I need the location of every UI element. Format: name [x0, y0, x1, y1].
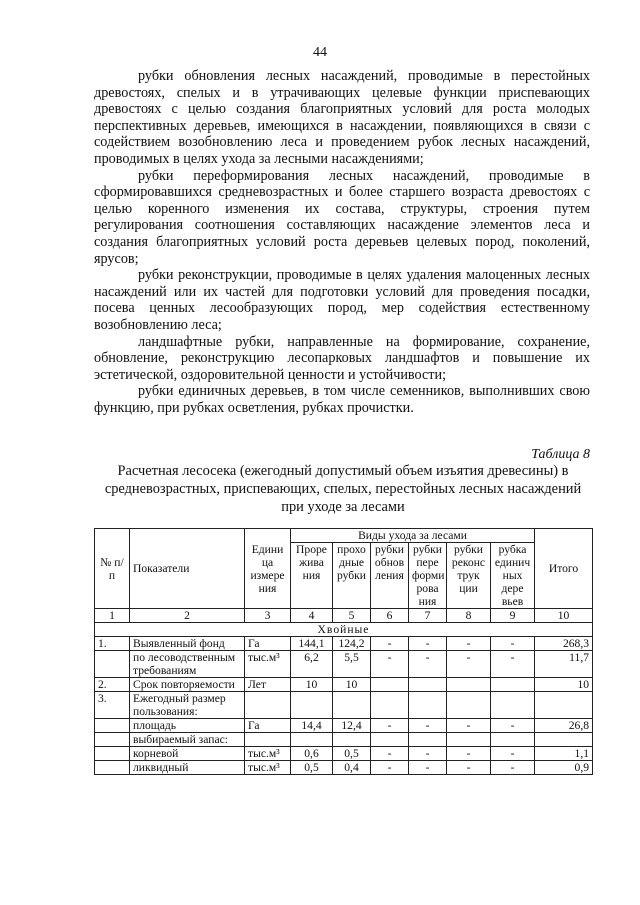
paragraph: ландшафтные рубки, направленные на формирование, сохранение, обновление, реконструкцию лесопарковых ландшафтов и повышение их эстетической, оздоровительной ценности и устойчивости;	[94, 333, 590, 383]
row-total: 1,1	[535, 747, 593, 761]
row-value: -	[409, 719, 447, 733]
table-row	[95, 678, 593, 692]
column-number: 8	[447, 609, 491, 623]
column-number: 9	[491, 609, 535, 623]
row-value: 0,5	[291, 761, 333, 775]
row-unit: Га	[245, 637, 291, 651]
header-num: № п/п	[95, 529, 130, 609]
row-label: ликвидный	[130, 761, 245, 775]
row-num	[95, 719, 130, 733]
header-total: Итого	[535, 529, 593, 609]
row-value: 14,4	[291, 719, 333, 733]
column-number: 10	[535, 609, 593, 623]
row-total: 268,3	[535, 637, 593, 651]
row-value: 6,2	[291, 651, 333, 678]
row-label: Срок повторяемости	[130, 678, 245, 692]
row-label: корневой	[130, 747, 245, 761]
row-value	[333, 692, 371, 719]
column-number: 4	[291, 609, 333, 623]
row-value: 0,6	[291, 747, 333, 761]
row-unit	[245, 733, 291, 747]
paragraph: рубки переформирования лесных насаждений, проводимые в сформировавшихся средневозрастных и более старшего возраста древостоях с целью коренного изменения их состава, структуры, строения путем регулирования соотношения составляющих насаждение элементов леса и создания благоприятных условий роста деревьев целевых пород, поколений, ярусов;	[94, 167, 590, 267]
table-row	[95, 761, 593, 775]
header-type: прохо дные рубки	[333, 543, 371, 609]
row-num	[95, 651, 130, 678]
row-value: -	[491, 651, 535, 678]
table-row	[95, 692, 593, 719]
row-unit: тыс.м³	[245, 761, 291, 775]
row-value	[447, 733, 491, 747]
row-value	[491, 733, 535, 747]
header-type: рубка единич ных дере вьев	[491, 543, 535, 609]
body-text	[94, 68, 590, 416]
column-number: 3	[245, 609, 291, 623]
row-value: 0,4	[333, 761, 371, 775]
row-label: выбираемый запас:	[130, 733, 245, 747]
row-value	[371, 692, 409, 719]
row-num: 1.	[95, 637, 130, 651]
row-unit: тыс.м³	[245, 747, 291, 761]
row-value	[371, 678, 409, 692]
section-title: Хвойные	[95, 623, 593, 637]
row-value: 144,1	[291, 637, 333, 651]
row-value	[371, 733, 409, 747]
row-value: -	[491, 637, 535, 651]
table-title: Расчетная лесосека (ежегодный допустимый объем изъятия древесины) в средневозрастных, приспевающих, спелых, перестойных лесных насаждений при уходе за лесами	[104, 463, 582, 515]
table-row	[95, 719, 593, 733]
row-value: -	[371, 637, 409, 651]
row-value: -	[409, 747, 447, 761]
row-unit: Га	[245, 719, 291, 733]
row-label: по лесоводственным требованиям	[130, 651, 245, 678]
row-unit: тыс.м³	[245, 651, 291, 678]
row-value: -	[371, 761, 409, 775]
row-value: -	[371, 651, 409, 678]
row-value	[409, 733, 447, 747]
row-value: -	[409, 761, 447, 775]
row-value: 12,4	[333, 719, 371, 733]
row-value: -	[447, 651, 491, 678]
row-total: 0,9	[535, 761, 593, 775]
column-number: 1	[95, 609, 130, 623]
row-value: -	[447, 637, 491, 651]
row-value	[447, 678, 491, 692]
row-value: -	[491, 747, 535, 761]
row-num	[95, 747, 130, 761]
row-num	[95, 733, 130, 747]
column-number-row	[95, 609, 593, 623]
row-num: 3.	[95, 692, 130, 719]
row-label: площадь	[130, 719, 245, 733]
row-value: -	[447, 761, 491, 775]
row-value: -	[371, 747, 409, 761]
row-value: -	[409, 651, 447, 678]
column-number: 6	[371, 609, 409, 623]
row-value: 124,2	[333, 637, 371, 651]
table-row	[95, 733, 593, 747]
header-type: рубки пере форми рова ния	[409, 543, 447, 609]
row-total: 11,7	[535, 651, 593, 678]
table-label: Таблица 8	[531, 447, 590, 462]
header-row	[95, 529, 593, 543]
page-number: 44	[313, 45, 327, 60]
row-value: -	[447, 719, 491, 733]
row-value: -	[371, 719, 409, 733]
row-label: Выявленный фонд	[130, 637, 245, 651]
column-number: 2	[130, 609, 245, 623]
row-value: 10	[333, 678, 371, 692]
row-total	[535, 692, 593, 719]
table-row	[95, 637, 593, 651]
paragraph: рубки реконструкции, проводимые в целях удаления малоценных лесных насаждений или их частей для подготовки условий для проведения посадки, посева ценных лесообразующих пород, мер содействия естественному возобновлению леса;	[94, 267, 590, 333]
header-indicator: Показатели	[130, 529, 245, 609]
row-value	[491, 678, 535, 692]
row-value: -	[491, 719, 535, 733]
row-value	[291, 692, 333, 719]
row-value: 0,5	[333, 747, 371, 761]
row-total: 10	[535, 678, 593, 692]
row-total	[535, 733, 593, 747]
row-total: 26,8	[535, 719, 593, 733]
paragraph: рубки обновления лесных насаждений, проводимые в перестойных древостоях, спелых и в утрачивающих целевые функции приспевающих древостоях с целью создания благоприятных условий для роста молодых перспективных деревьев, имеющихся в насаждении, появляющихся в связи с содействием возобновлению леса и проведением рубок лесных насаждений, проводимых в целях ухода за лесными насаждениями;	[94, 68, 590, 167]
row-value	[447, 692, 491, 719]
row-value: 5,5	[333, 651, 371, 678]
row-value	[491, 692, 535, 719]
harvest-table	[94, 528, 593, 775]
row-unit	[245, 692, 291, 719]
header-type: рубки реконс трук ции	[447, 543, 491, 609]
row-unit: Лет	[245, 678, 291, 692]
column-number: 5	[333, 609, 371, 623]
table-row	[95, 651, 593, 678]
row-label: Ежегодный размер пользования:	[130, 692, 245, 719]
header-group: Виды ухода за лесами	[291, 529, 535, 543]
header-type: рубки обнов ления	[371, 543, 409, 609]
column-number: 7	[409, 609, 447, 623]
row-value: 10	[291, 678, 333, 692]
row-num: 2.	[95, 678, 130, 692]
header-unit: Едини ца измере ния	[245, 529, 291, 609]
row-value: -	[491, 761, 535, 775]
paragraph: рубки единичных деревьев, в том числе семенников, выполнивших свою функцию, при рубках осветления, рубках прочистки.	[94, 383, 590, 416]
row-value	[333, 733, 371, 747]
table-row	[95, 747, 593, 761]
header-type: Проре жива ния	[291, 543, 333, 609]
row-value	[409, 678, 447, 692]
row-value	[409, 692, 447, 719]
row-value: -	[409, 637, 447, 651]
row-value	[291, 733, 333, 747]
section-row	[95, 623, 593, 637]
row-num	[95, 761, 130, 775]
row-value: -	[447, 747, 491, 761]
